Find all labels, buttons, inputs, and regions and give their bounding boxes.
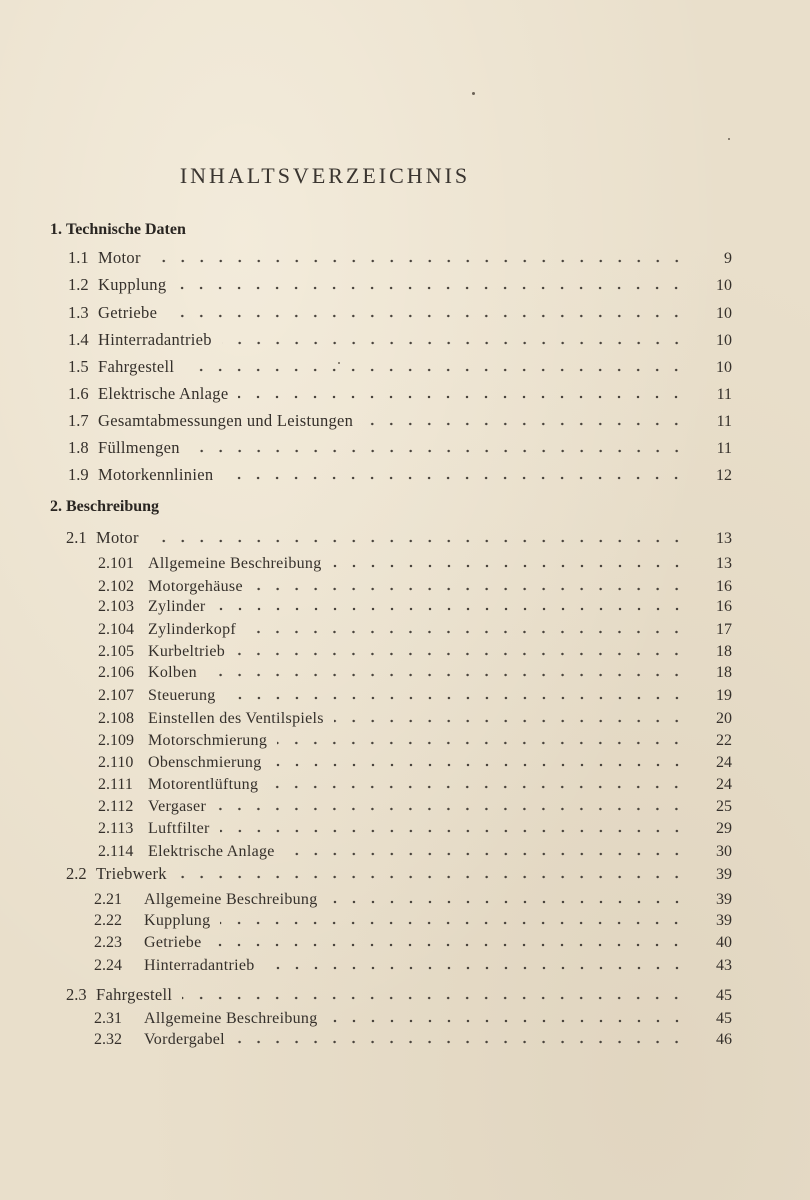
entry-title: Vergaser	[148, 798, 207, 815]
page-number: 39	[716, 866, 732, 883]
dot-leader	[184, 368, 686, 372]
dot-leader	[285, 852, 686, 856]
page-number: 24	[716, 754, 732, 771]
page-number: 18	[716, 664, 732, 681]
dot-leader	[167, 314, 686, 318]
toc-entry[interactable]	[98, 621, 732, 639]
entry-number: 2.113	[98, 820, 134, 837]
page-number: 39	[716, 891, 732, 908]
page-number: 22	[716, 732, 732, 749]
page-number: 12	[716, 467, 732, 484]
entry-title: Allgemeine Beschreibung	[144, 891, 318, 908]
dot-leader	[149, 539, 686, 543]
dot-leader	[268, 785, 686, 789]
toc-entry[interactable]	[68, 275, 732, 295]
entry-title: Motor	[98, 248, 141, 267]
entry-number: 2.106	[98, 664, 134, 681]
entry-number: 2.22	[94, 912, 122, 929]
entry-number: 1.5	[68, 357, 89, 376]
entry-title: Gesamtabmessungen und Leistungen	[98, 411, 354, 430]
page-number: 16	[716, 578, 732, 595]
entry-title: Kurbeltrieb	[148, 643, 226, 660]
page-title: INHALTSVERZEICHNIS	[179, 163, 471, 188]
entry-number: 1.9	[68, 465, 89, 484]
page-number: 9	[724, 250, 732, 267]
entry-title: Obenschmierung	[148, 754, 262, 771]
entry-number: 2.104	[98, 621, 134, 638]
entry-title: Zylinderkopf	[148, 621, 237, 638]
toc-entry[interactable]	[98, 643, 732, 661]
entry-number: 1.7	[68, 411, 89, 430]
page-number: 10	[716, 277, 732, 294]
entry-number: 1.6	[68, 384, 89, 403]
entry-title: Vordergabel	[144, 1031, 225, 1048]
entry-title: Kolben	[148, 664, 197, 681]
toc-entry[interactable]	[94, 934, 732, 952]
entry-number: 2.107	[98, 687, 134, 704]
toc-entry[interactable]	[98, 710, 732, 728]
page-number: 17	[716, 621, 732, 638]
toc-entry[interactable]	[66, 528, 732, 548]
page-number: 24	[716, 776, 732, 793]
entry-number: 1.1	[68, 248, 89, 267]
entry-number: 2.112	[98, 798, 134, 815]
entry-title: Motorkennlinien	[98, 465, 214, 484]
entry-number: 1.2	[68, 275, 89, 294]
entry-number: 2.111	[98, 776, 133, 793]
dot-leader	[220, 829, 686, 833]
toc-entry[interactable]	[98, 754, 732, 772]
page-number: 40	[716, 934, 732, 951]
entry-title: Hinterradantrieb	[144, 957, 255, 974]
dot-leader	[177, 875, 686, 879]
page-number: 19	[716, 687, 732, 704]
toc-entry[interactable]	[94, 957, 732, 975]
page-number: 10	[716, 305, 732, 322]
dot-leader	[253, 587, 686, 591]
entry-title: Luftfilter	[148, 820, 210, 837]
entry-title: Elektrische Anlage	[148, 843, 275, 860]
entry-number: 2.3	[66, 985, 87, 1004]
page-number: 10	[716, 359, 732, 376]
page-number: 30	[716, 843, 732, 860]
entry-number: 2.1	[66, 528, 87, 547]
dot-leader	[332, 564, 686, 568]
section-heading	[50, 498, 159, 516]
paper-speck	[728, 138, 730, 140]
entry-number: 1.3	[68, 303, 89, 322]
page-number: 29	[716, 820, 732, 837]
dot-leader	[238, 395, 686, 399]
dot-leader	[334, 719, 686, 723]
toc-entry[interactable]	[66, 985, 732, 1005]
dot-leader	[328, 900, 686, 904]
page-number: 11	[716, 386, 732, 403]
entry-title: Motor	[96, 528, 139, 547]
entry-number: 1.4	[68, 330, 89, 349]
toc-entry[interactable]	[94, 1010, 732, 1028]
entry-number: 2.2	[66, 864, 87, 883]
section-title: Technische Daten	[66, 221, 186, 238]
toc-entry[interactable]	[98, 843, 732, 861]
page-number: 18	[716, 643, 732, 660]
dot-leader	[216, 807, 686, 811]
entry-number: 2.114	[98, 843, 134, 860]
dot-leader	[246, 630, 686, 634]
entry-number: 2.108	[98, 710, 134, 727]
entry-title: Zylinder	[148, 598, 206, 615]
page-number: 43	[716, 957, 732, 974]
toc-entry[interactable]	[94, 891, 732, 909]
entry-title: Fahrgestell	[96, 985, 173, 1004]
toc-entry[interactable]	[98, 555, 732, 573]
toc-entry[interactable]	[68, 411, 732, 431]
entry-number: 1.8	[68, 438, 89, 457]
entry-title: Getriebe	[98, 303, 158, 322]
toc-entry[interactable]	[98, 776, 732, 794]
dot-leader	[223, 476, 686, 480]
entry-number: 2.101	[98, 555, 134, 572]
dot-leader	[226, 696, 686, 700]
dot-leader	[216, 607, 687, 611]
entry-title: Füllmengen	[98, 438, 180, 457]
dot-leader	[363, 422, 686, 426]
toc-entry[interactable]	[94, 1031, 732, 1049]
entry-title: Getriebe	[144, 934, 202, 951]
dot-leader	[235, 1040, 686, 1044]
dot-leader	[207, 673, 686, 677]
toc-entry[interactable]	[98, 598, 732, 616]
entry-title: Elektrische Anlage	[98, 384, 229, 403]
toc-entry[interactable]	[68, 438, 732, 458]
toc-entry[interactable]	[98, 578, 732, 596]
toc-entry[interactable]	[98, 687, 732, 705]
toc-entry[interactable]	[68, 357, 732, 377]
entry-number: 2.32	[94, 1031, 122, 1048]
dot-leader	[277, 741, 686, 745]
page-number: 46	[716, 1031, 732, 1048]
dot-leader	[211, 943, 686, 947]
dot-leader	[151, 259, 686, 263]
entry-title: Triebwerk	[96, 864, 167, 883]
section-title: Beschreibung	[66, 498, 160, 515]
toc-entry[interactable]	[68, 330, 732, 350]
entry-number: 2.23	[94, 934, 122, 951]
toc-entry[interactable]	[66, 864, 732, 884]
entry-title: Hinterradantrieb	[98, 330, 212, 349]
dot-leader	[220, 921, 686, 925]
page-number: 45	[716, 987, 732, 1004]
entry-title: Kupplung	[98, 275, 167, 294]
toc-entry[interactable]	[98, 732, 732, 750]
paper-speck	[472, 92, 475, 95]
dot-leader	[328, 1019, 686, 1023]
dot-leader	[265, 966, 686, 970]
dot-leader	[235, 652, 686, 656]
entry-number: 2.109	[98, 732, 134, 749]
dot-leader	[190, 449, 686, 453]
page-number: 16	[716, 598, 732, 615]
entry-title: Motorschmierung	[148, 732, 268, 749]
toc-entry[interactable]	[68, 248, 732, 268]
entry-number: 2.21	[94, 891, 122, 908]
section-number: 2.	[50, 498, 62, 515]
entry-title: Einstellen des Ventilspiels	[148, 710, 324, 727]
entry-title: Motorentlüftung	[148, 776, 259, 793]
toc-entry[interactable]	[68, 465, 732, 485]
page-number: 13	[716, 555, 732, 572]
entry-number: 2.105	[98, 643, 134, 660]
toc-entry[interactable]	[68, 303, 732, 323]
entry-title: Kupplung	[144, 912, 211, 929]
entry-number: 2.103	[98, 598, 134, 615]
page-number: 39	[716, 912, 732, 929]
dot-leader	[272, 763, 686, 767]
page-number: 11	[716, 440, 732, 457]
entry-number: 2.31	[94, 1010, 122, 1027]
entry-title: Fahrgestell	[98, 357, 175, 376]
dot-leader	[222, 341, 686, 345]
entry-number: 2.24	[94, 957, 122, 974]
toc-entry[interactable]	[98, 798, 732, 816]
dot-leader	[182, 996, 686, 1000]
toc-entry[interactable]	[68, 384, 732, 404]
section-number: 1.	[50, 221, 62, 238]
entry-number: 2.102	[98, 578, 134, 595]
section-heading	[50, 221, 186, 239]
entry-title: Allgemeine Beschreibung	[148, 555, 322, 572]
toc-entry[interactable]	[98, 820, 732, 838]
toc-entry[interactable]	[94, 912, 732, 930]
toc-entry[interactable]	[98, 664, 732, 682]
dot-leader	[176, 286, 686, 290]
page-number: 45	[716, 1010, 732, 1027]
entry-number: 2.110	[98, 754, 134, 771]
entry-title: Allgemeine Beschreibung	[144, 1010, 318, 1027]
page-number: 11	[716, 413, 732, 430]
entry-title: Steuerung	[148, 687, 216, 704]
page-number: 20	[716, 710, 732, 727]
page-number: 13	[716, 530, 732, 547]
page-number: 25	[716, 798, 732, 815]
entry-title: Motorgehäuse	[148, 578, 243, 595]
page-number: 10	[716, 332, 732, 349]
